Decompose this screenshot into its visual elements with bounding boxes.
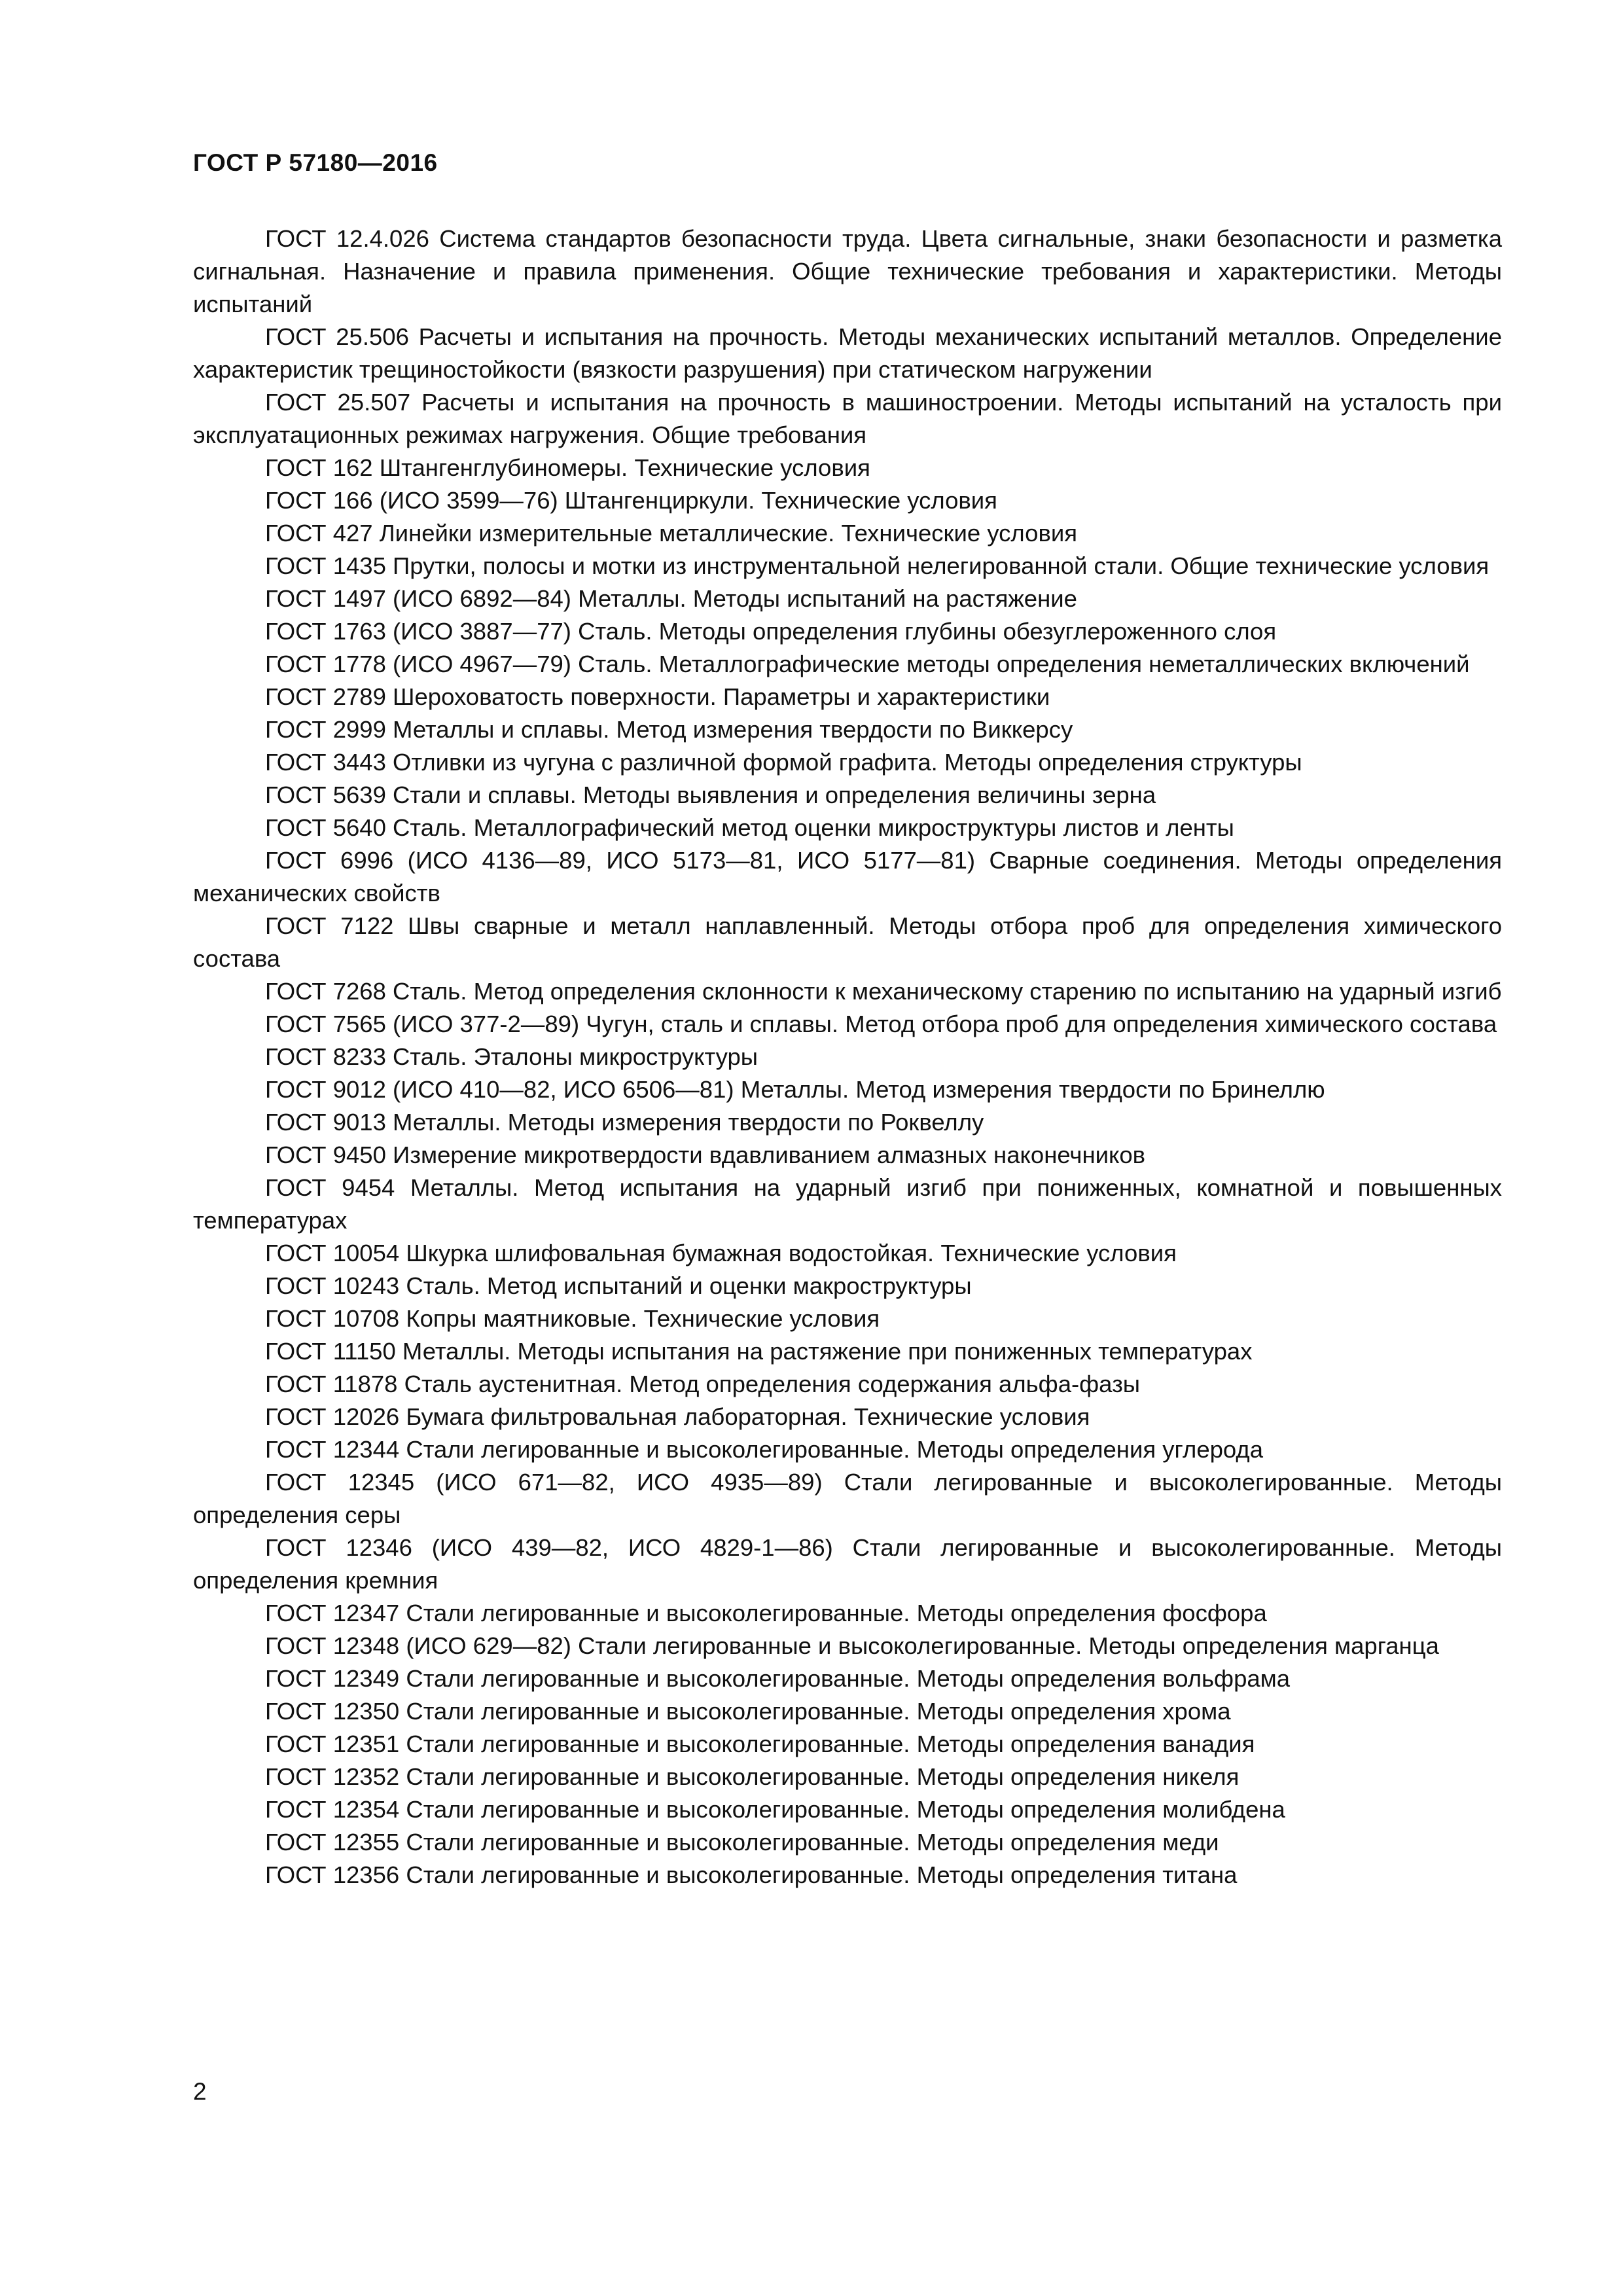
reference-item: ГОСТ 12352 Стали легированные и высоколегированные. Методы определения никеля	[265, 1763, 1240, 1790]
reference-item: ГОСТ 12345 (ИСО 671—82, ИСО 4935—89) Стали легированные и высоколегированные. Методы определения серы	[193, 1469, 1502, 1528]
reference-item: ГОСТ 10054 Шкурка шлифовальная бумажная водостойкая. Технические условия	[265, 1240, 1177, 1266]
reference-item: ГОСТ 25.506 Расчеты и испытания на прочность. Методы механических испытаний металлов. Определение характеристик трещиностойкости (вязкости разрушения) при статическом нагружении	[193, 323, 1502, 383]
normative-references-list	[193, 223, 1502, 1892]
reference-item: ГОСТ 10243 Сталь. Метод испытаний и оценки макроструктуры	[265, 1272, 972, 1299]
reference-item: ГОСТ 8233 Сталь. Эталоны микроструктуры	[265, 1043, 758, 1070]
reference-item: ГОСТ 9454 Металлы. Метод испытания на ударный изгиб при пониженных, комнатной и повышенных температурах	[193, 1174, 1502, 1234]
reference-item: ГОСТ 3443 Отливки из чугуна с различной формой графита. Методы определения структуры	[265, 749, 1302, 776]
reference-item: ГОСТ 12346 (ИСО 439—82, ИСО 4829-1—86) Стали легированные и высоколегированные. Методы определения кремния	[193, 1534, 1502, 1594]
reference-item: ГОСТ 2999 Металлы и сплавы. Метод измерения твердости по Виккерсу	[265, 716, 1073, 743]
reference-item: ГОСТ 12355 Стали легированные и высоколегированные. Методы определения меди	[265, 1829, 1219, 1856]
reference-item: ГОСТ 1497 (ИСО 6892—84) Металлы. Методы испытаний на растяжение	[265, 585, 1077, 612]
reference-item: ГОСТ 12.4.026 Система стандартов безопасности труда. Цвета сигнальные, знаки безопасности и разметка сигнальная. Назначение и правила применения. Общие технические требования и характеристики. Методы испытаний	[193, 225, 1502, 317]
reference-item: ГОСТ 7565 (ИСО 377-2—89) Чугун, сталь и сплавы. Метод отбора проб для определения химического состава	[265, 1011, 1497, 1037]
reference-item: ГОСТ 12354 Стали легированные и высоколегированные. Методы определения молибдена	[265, 1796, 1285, 1823]
reference-item: ГОСТ 1778 (ИСО 4967—79) Сталь. Металлографические методы определения неметаллических включений	[265, 651, 1470, 677]
reference-item: ГОСТ 9012 (ИСО 410—82, ИСО 6506—81) Металлы. Метод измерения твердости по Бринеллю	[265, 1076, 1325, 1103]
reference-item: ГОСТ 12344 Стали легированные и высоколегированные. Методы определения углерода	[265, 1436, 1264, 1463]
reference-item: ГОСТ 12026 Бумага фильтровальная лабораторная. Технические условия	[265, 1403, 1090, 1430]
reference-item: ГОСТ 12351 Стали легированные и высоколегированные. Методы определения ванадия	[265, 1731, 1255, 1757]
reference-item: ГОСТ 2789 Шероховатость поверхности. Параметры и характеристики	[265, 683, 1050, 710]
reference-item: ГОСТ 9450 Измерение микротвердости вдавливанием алмазных наконечников	[265, 1141, 1146, 1168]
reference-item: ГОСТ 1435 Прутки, полосы и мотки из инструментальной нелегированной стали. Общие технические условия	[265, 552, 1489, 579]
reference-item: ГОСТ 1763 (ИСО 3887—77) Сталь. Методы определения глубины обезуглероженного слоя	[265, 618, 1277, 645]
reference-item: ГОСТ 12349 Стали легированные и высоколегированные. Методы определения вольфрама	[265, 1665, 1291, 1692]
reference-item: ГОСТ 12350 Стали легированные и высоколегированные. Методы определения хрома	[265, 1698, 1231, 1725]
reference-item: ГОСТ 7268 Сталь. Метод определения склонности к механическому старению по испытанию на ударный изгиб	[265, 978, 1502, 1005]
reference-item: ГОСТ 162 Штангенглубиномеры. Технические условия	[265, 454, 870, 481]
reference-item: ГОСТ 10708 Копры маятниковые. Технические условия	[265, 1305, 880, 1332]
reference-item: ГОСТ 12348 (ИСО 629—82) Стали легированные и высоколегированные. Методы определения марганца	[265, 1632, 1439, 1659]
reference-item: ГОСТ 166 (ИСО 3599—76) Штангенциркули. Технические условия	[265, 487, 997, 514]
reference-item: ГОСТ 5640 Сталь. Металлографический метод оценки микроструктуры листов и ленты	[265, 814, 1234, 841]
reference-item: ГОСТ 5639 Стали и сплавы. Методы выявления и определения величины зерна	[265, 781, 1156, 808]
reference-item: ГОСТ 12356 Стали легированные и высоколегированные. Методы определения титана	[265, 1861, 1238, 1888]
reference-item: ГОСТ 25.507 Расчеты и испытания на прочность в машиностроении. Методы испытаний на усталость при эксплуатационных режимах нагружения. Общие требования	[193, 389, 1502, 448]
reference-item: ГОСТ 7122 Швы сварные и металл наплавленный. Методы отбора проб для определения химического состава	[193, 912, 1502, 972]
document-header: ГОСТ Р 57180—2016	[193, 149, 438, 176]
reference-item: ГОСТ 6996 (ИСО 4136—89, ИСО 5173—81, ИСО 5177—81) Сварные соединения. Методы определения механических свойств	[193, 847, 1502, 906]
reference-item: ГОСТ 12347 Стали легированные и высоколегированные. Методы определения фосфора	[265, 1600, 1267, 1626]
reference-item: ГОСТ 11150 Металлы. Методы испытания на растяжение при пониженных температурах	[265, 1338, 1253, 1365]
page-number: 2	[193, 2078, 207, 2105]
reference-item: ГОСТ 9013 Металлы. Методы измерения твердости по Роквеллу	[265, 1109, 984, 1136]
reference-item: ГОСТ 427 Линейки измерительные металлические. Технические условия	[265, 520, 1077, 547]
reference-item: ГОСТ 11878 Сталь аустенитная. Метод определения содержания альфа-фазы	[265, 1371, 1141, 1397]
